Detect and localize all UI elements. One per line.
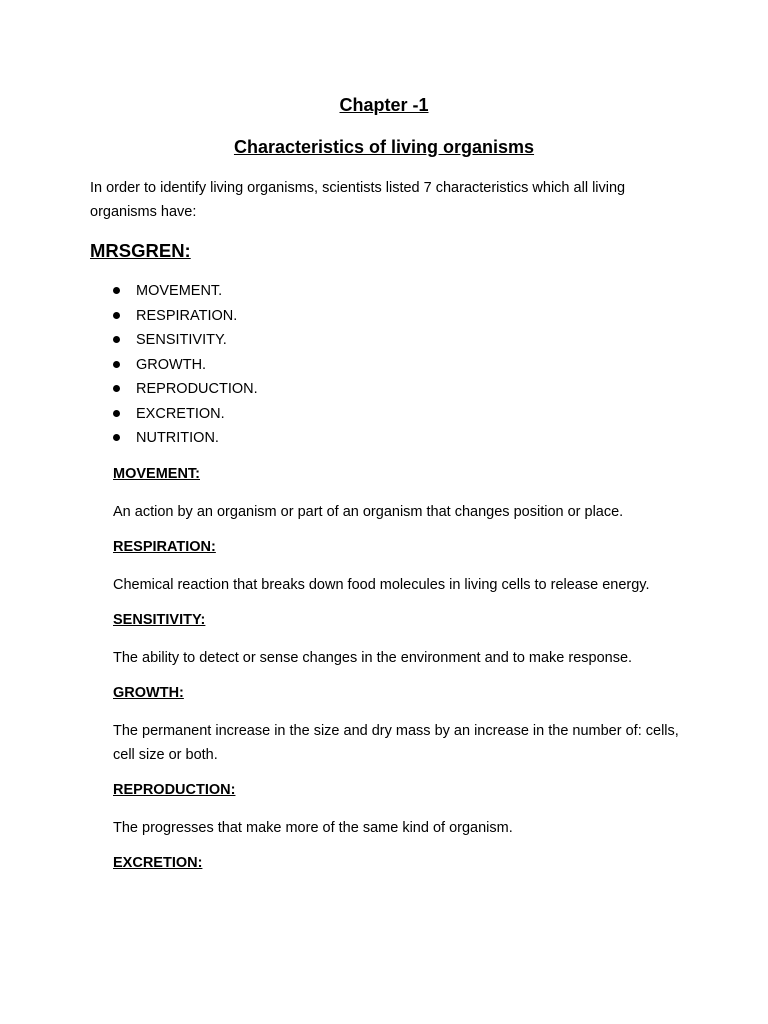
- bullet-icon: [113, 361, 120, 368]
- definition-respiration: [113, 537, 693, 597]
- list-item: [113, 402, 258, 427]
- definition-heading: SENSITIVITY:: [113, 612, 206, 628]
- list-item: [113, 304, 258, 329]
- definition-text: An action by an organism or part of an organism that changes position or place.: [113, 504, 624, 520]
- definition-heading: REPRODUCTION:: [113, 782, 236, 798]
- list-item-label: RESPIRATION.: [136, 307, 238, 324]
- bullet-icon: [113, 312, 120, 319]
- mnemonic-heading: MRSGREN:: [90, 240, 191, 261]
- list-item-label: REPRODUCTION.: [136, 381, 258, 397]
- chapter-title: Chapter -1: [339, 95, 429, 115]
- bullet-icon: [113, 410, 120, 417]
- definition-excretion: [113, 853, 693, 873]
- definition-text: Chemical reaction that breaks down food molecules in living cells to release energy.: [113, 577, 650, 593]
- characteristics-list: [113, 279, 258, 451]
- list-item: [113, 353, 258, 378]
- list-item-label: GROWTH.: [136, 356, 207, 373]
- bullet-icon: [113, 385, 120, 392]
- page-title: Characteristics of living organisms: [233, 137, 535, 157]
- definition-movement: [113, 464, 693, 524]
- list-item: [113, 328, 258, 353]
- definition-heading: GROWTH:: [113, 685, 184, 701]
- list-item-label: NUTRITION.: [136, 430, 219, 446]
- list-item-label: MOVEMENT.: [136, 283, 223, 299]
- definition-heading: RESPIRATION:: [113, 539, 216, 555]
- definition-growth: [113, 683, 693, 767]
- list-item: [113, 377, 258, 402]
- intro-paragraph: In order to identify living organisms, scientists listed 7 characteristics which all living organisms have:: [90, 180, 626, 220]
- bullet-icon: [113, 287, 120, 294]
- definition-reproduction: [113, 780, 693, 840]
- definition-text: The progresses that make more of the same kind of organism.: [113, 820, 513, 836]
- definition-text: The ability to detect or sense changes in the environment and to make response.: [113, 650, 633, 666]
- definition-text: The permanent increase in the size and dry mass by an increase in the number of: cells, cell size or both.: [113, 723, 679, 763]
- definition-heading: MOVEMENT:: [113, 466, 200, 482]
- definition-sensitivity: [113, 610, 693, 670]
- definition-heading: EXCRETION:: [113, 855, 203, 871]
- list-item: [113, 426, 258, 451]
- list-item: [113, 279, 258, 304]
- list-item-label: SENSITIVITY.: [136, 332, 227, 348]
- list-item-label: EXCRETION.: [136, 405, 225, 422]
- bullet-icon: [113, 434, 120, 441]
- bullet-icon: [113, 336, 120, 343]
